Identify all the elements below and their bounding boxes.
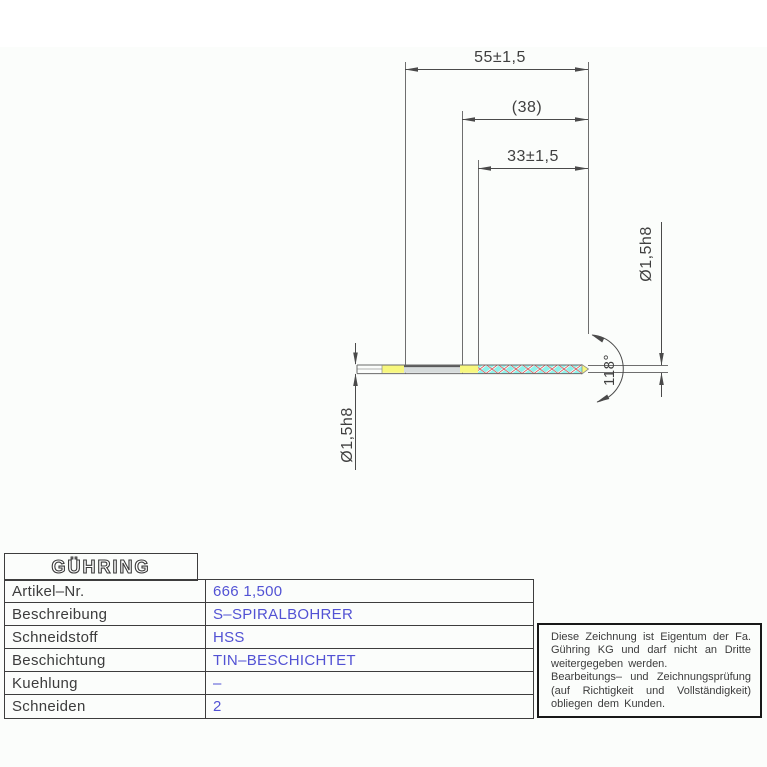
dimension-overall-length bbox=[405, 67, 588, 72]
table-row bbox=[5, 695, 534, 718]
drill-shank-yellow-band bbox=[382, 365, 404, 372]
table-row bbox=[5, 626, 534, 649]
note-line: (auf Richtigkeit und Vollständigkeit) bbox=[551, 684, 751, 697]
note-line: obliegen dem Kunden. bbox=[551, 698, 666, 711]
guehring-logo: GÜHRING bbox=[51, 556, 151, 577]
row-value: S–SPIRALBOHRER bbox=[206, 603, 534, 626]
dimension-labels bbox=[339, 49, 655, 463]
note-line: Bearbeitungs– und Zeichnungsprüfung bbox=[551, 671, 751, 684]
row-value: – bbox=[206, 672, 534, 695]
row-label: Beschreibung bbox=[5, 603, 206, 626]
drill-flutes bbox=[478, 365, 582, 374]
note-line: weitergegeben werden. bbox=[551, 657, 668, 670]
row-label: Schneiden bbox=[5, 695, 206, 718]
dimension-flute-length bbox=[478, 166, 588, 171]
row-value: HSS bbox=[206, 626, 534, 649]
row-value: TIN–BESCHICHTET bbox=[206, 649, 534, 672]
row-label: Schneidstoff bbox=[5, 626, 206, 649]
legal-note-box bbox=[537, 623, 762, 718]
row-label: Artikel–Nr. bbox=[5, 580, 206, 603]
drill-bit bbox=[357, 365, 589, 374]
dim-label-55: 55±1,5 bbox=[474, 49, 526, 66]
drill-point bbox=[582, 365, 589, 374]
dimension-diameter-right bbox=[659, 222, 664, 397]
note-line: Diese Zeichnung ist Eigentum der Fa. bbox=[551, 631, 751, 643]
angle-label: 118° bbox=[601, 354, 618, 386]
table-row bbox=[5, 649, 534, 672]
dia-label-left: Ø1,5h8 bbox=[339, 407, 356, 463]
title-block-table bbox=[4, 579, 534, 719]
row-label: Beschichtung bbox=[5, 649, 206, 672]
row-label: Kuehlung bbox=[5, 672, 206, 695]
guehring-logo-box bbox=[4, 553, 198, 581]
dim-label-38: (38) bbox=[511, 99, 543, 116]
table-row bbox=[5, 672, 534, 695]
row-value: 2 bbox=[206, 695, 534, 718]
dim-label-33: 33±1,5 bbox=[507, 148, 559, 165]
dia-label-right: Ø1,5h8 bbox=[638, 226, 655, 282]
dimension-ref-38 bbox=[462, 117, 588, 122]
note-line: Gühring KG und darf nicht an Dritte bbox=[551, 644, 751, 657]
row-value: 666 1,500 bbox=[206, 580, 534, 603]
table-row bbox=[5, 580, 534, 603]
drill-neck-yellow-band bbox=[460, 365, 478, 372]
table-row bbox=[5, 603, 534, 626]
